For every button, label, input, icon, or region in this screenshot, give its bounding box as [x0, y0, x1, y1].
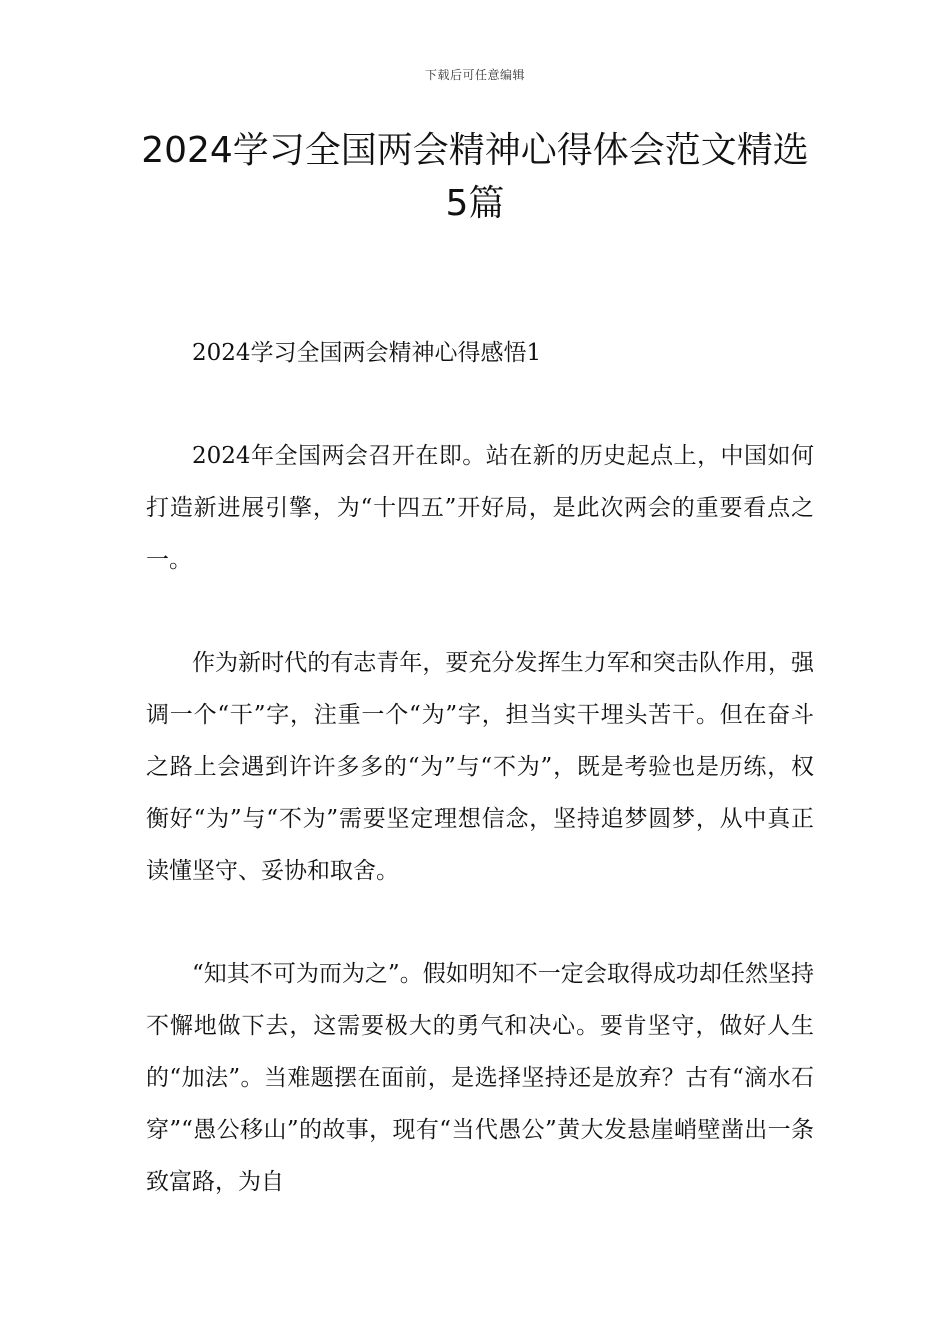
- document-title-line-1: 2024学习全国两会精神心得体会范文精选: [141, 130, 809, 171]
- body-paragraph-1: 2024年全国两会召开在即。站在新的历史起点上，中国如何打造新进展引擎，为“十四五”开好局，是此次两会的重要看点之一。: [146, 443, 814, 573]
- header-note: 下载后可任意编辑: [424, 68, 525, 82]
- document-body: [146, 327, 814, 1208]
- body-paragraph-2: 作为新时代的有志青年，要充分发挥生力军和突击队作用，强调一个“干”字，注重一个“为”字，担当实干埋头苦干。但在奋斗之路上会遇到许许多多的“为”与“不为”，既是考验也是历练，权衡好“为”与“不为”需要坚定理想信念，坚持追梦圆梦，从中真正读懂坚守、妥协和取舍。: [146, 650, 814, 884]
- body-paragraph-3: “知其不可为而为之”。假如明知不一定会取得成功却任然坚持不懈地做下去，这需要极大的勇气和决心。要肯坚守，做好人生的“加法”。当难题摆在面前，是选择坚持还是放弃？古有“滴水石穿”“愚公移山”的故事，现有“当代愚公”黄大发悬崖峭壁凿出一条致富路，为自: [146, 961, 814, 1195]
- section-heading: 2024学习全国两会精神心得感悟1: [192, 340, 542, 366]
- document-title-line-2: 5篇: [445, 183, 505, 224]
- document-title: [120, 124, 830, 230]
